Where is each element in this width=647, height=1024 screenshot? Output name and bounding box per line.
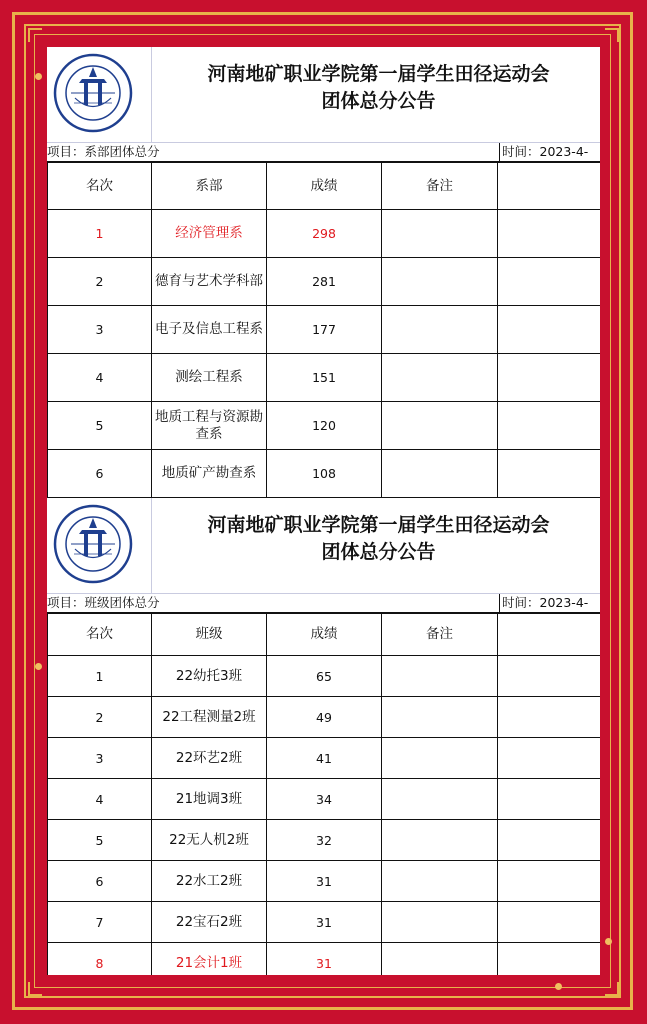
score-cell: 31 [267, 902, 382, 943]
column-header-blank [498, 163, 601, 210]
blank-cell [498, 210, 601, 258]
title-line-1: 河南地矿职业学院第一届学生田径运动会 [207, 514, 550, 536]
score-cell: 32 [267, 820, 382, 861]
name-cell: 21会计1班 [152, 943, 267, 976]
name-cell: 22水工2班 [152, 861, 267, 902]
score-cell: 65 [267, 656, 382, 697]
rank-cell: 6 [48, 861, 152, 902]
blank-cell [498, 258, 601, 306]
name-cell: 22宝石2班 [152, 902, 267, 943]
class-section [47, 498, 600, 975]
corner-ornament [605, 28, 619, 42]
college-logo-icon [53, 53, 133, 133]
note-cell [382, 738, 498, 779]
score-cell: 151 [267, 354, 382, 402]
blank-cell [498, 656, 601, 697]
announcement-sheet [47, 47, 600, 975]
blank-cell [498, 861, 601, 902]
gold-dot [605, 938, 612, 945]
note-cell [382, 861, 498, 902]
table-row [48, 354, 601, 402]
blank-cell [498, 354, 601, 402]
note-cell [382, 779, 498, 820]
blank-cell [498, 943, 601, 976]
column-header-department: 系部 [152, 163, 267, 210]
note-cell [382, 210, 498, 258]
table-row [48, 779, 601, 820]
gold-dot [35, 663, 42, 670]
sheet-header [47, 47, 600, 143]
name-cell: 电子及信息工程系 [152, 306, 267, 354]
project-label: 项目：班级团体总分 [47, 595, 160, 610]
table-row [48, 861, 601, 902]
name-cell: 22无人机2班 [152, 820, 267, 861]
corner-ornament [28, 28, 42, 42]
score-cell: 120 [267, 402, 382, 450]
column-header-note: 备注 [382, 614, 498, 656]
table-header-row [48, 163, 601, 210]
score-cell: 31 [267, 943, 382, 976]
gold-dot [555, 983, 562, 990]
rank-cell: 4 [48, 354, 152, 402]
note-cell [382, 697, 498, 738]
score-cell: 281 [267, 258, 382, 306]
rank-cell: 1 [48, 210, 152, 258]
column-header-note: 备注 [382, 163, 498, 210]
blank-cell [498, 738, 601, 779]
college-logo-icon [53, 504, 133, 584]
rank-cell: 4 [48, 779, 152, 820]
column-header-score: 成绩 [267, 614, 382, 656]
table-row [48, 656, 601, 697]
table-row [48, 402, 601, 450]
department-score-table [47, 162, 600, 498]
score-cell: 34 [267, 779, 382, 820]
note-cell [382, 902, 498, 943]
project-label: 项目：系部团体总分 [47, 144, 160, 159]
name-cell: 21地调3班 [152, 779, 267, 820]
column-header-rank: 名次 [48, 614, 152, 656]
blank-cell [498, 697, 601, 738]
title-line-1: 河南地矿职业学院第一届学生田径运动会 [207, 63, 550, 85]
blank-cell [498, 402, 601, 450]
column-header-class: 班级 [152, 614, 267, 656]
table-row [48, 902, 601, 943]
rank-cell: 2 [48, 697, 152, 738]
logo-cell [47, 47, 152, 142]
name-cell: 地质工程与资源勘查系 [152, 402, 267, 450]
table-row [48, 820, 601, 861]
name-cell: 22工程测量2班 [152, 697, 267, 738]
rank-cell: 1 [48, 656, 152, 697]
blank-cell [498, 450, 601, 498]
table-row [48, 943, 601, 976]
time-label: 时间：2023-4- [499, 143, 588, 161]
rank-cell: 6 [48, 450, 152, 498]
note-cell [382, 258, 498, 306]
note-cell [382, 306, 498, 354]
score-cell: 41 [267, 738, 382, 779]
name-cell: 测绘工程系 [152, 354, 267, 402]
rank-cell: 3 [48, 738, 152, 779]
table-header-row [48, 614, 601, 656]
title-line-2: 团体总分公告 [321, 541, 436, 563]
department-section [47, 47, 600, 498]
logo-cell [47, 498, 152, 593]
note-cell [382, 354, 498, 402]
rank-cell: 8 [48, 943, 152, 976]
table-row [48, 306, 601, 354]
table-row [48, 258, 601, 306]
score-cell: 31 [267, 861, 382, 902]
table-row [48, 210, 601, 258]
table-row [48, 738, 601, 779]
name-cell: 德育与艺术学科部 [152, 258, 267, 306]
corner-ornament [605, 982, 619, 996]
note-cell [382, 656, 498, 697]
rank-cell: 5 [48, 820, 152, 861]
page-title [157, 61, 600, 115]
table-row [48, 697, 601, 738]
blank-cell [498, 820, 601, 861]
blank-cell [498, 902, 601, 943]
rank-cell: 3 [48, 306, 152, 354]
score-cell: 108 [267, 450, 382, 498]
time-label: 时间：2023-4- [499, 594, 588, 612]
meta-row [47, 143, 600, 162]
page-title [157, 512, 600, 566]
rank-cell: 2 [48, 258, 152, 306]
meta-row [47, 594, 600, 613]
score-cell: 298 [267, 210, 382, 258]
column-header-score: 成绩 [267, 163, 382, 210]
name-cell: 经济管理系 [152, 210, 267, 258]
blank-cell [498, 306, 601, 354]
sheet-header [47, 498, 600, 594]
note-cell [382, 820, 498, 861]
name-cell: 22幼托3班 [152, 656, 267, 697]
table-row [48, 450, 601, 498]
class-score-table [47, 613, 600, 975]
column-header-blank [498, 614, 601, 656]
name-cell: 地质矿产勘查系 [152, 450, 267, 498]
blank-cell [498, 779, 601, 820]
rank-cell: 7 [48, 902, 152, 943]
score-cell: 49 [267, 697, 382, 738]
name-cell: 22环艺2班 [152, 738, 267, 779]
gold-dot [35, 73, 42, 80]
title-line-2: 团体总分公告 [321, 90, 436, 112]
note-cell [382, 943, 498, 976]
column-header-rank: 名次 [48, 163, 152, 210]
score-cell: 177 [267, 306, 382, 354]
note-cell [382, 450, 498, 498]
note-cell [382, 402, 498, 450]
rank-cell: 5 [48, 402, 152, 450]
corner-ornament [28, 982, 42, 996]
